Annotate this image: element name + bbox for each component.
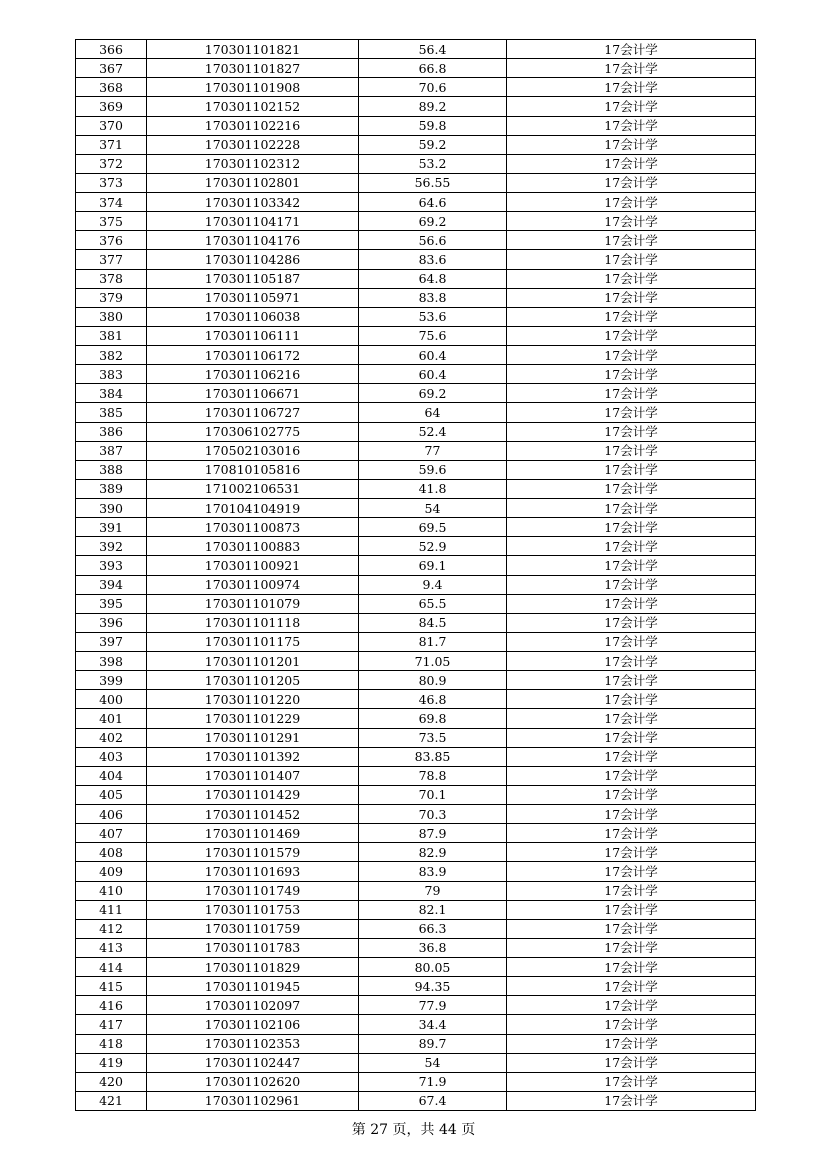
table-row <box>76 499 756 518</box>
major-cell: 17会计学 <box>507 518 756 537</box>
score-cell: 66.3 <box>359 919 507 938</box>
student-id-cell: 170301101753 <box>147 900 359 919</box>
student-id-cell: 170301101827 <box>147 59 359 78</box>
student-id-cell: 170301102106 <box>147 1015 359 1034</box>
score-cell: 70.6 <box>359 78 507 97</box>
student-id-cell: 170301105971 <box>147 288 359 307</box>
row-number-cell: 406 <box>76 805 147 824</box>
row-number-cell: 368 <box>76 78 147 97</box>
row-number-cell: 380 <box>76 307 147 326</box>
row-number-cell: 405 <box>76 785 147 804</box>
row-number-cell: 375 <box>76 212 147 231</box>
table-row <box>76 460 756 479</box>
row-number-cell: 390 <box>76 499 147 518</box>
student-id-cell: 170301101908 <box>147 78 359 97</box>
student-id-cell: 170301106216 <box>147 365 359 384</box>
row-number-cell: 412 <box>76 919 147 938</box>
major-cell: 17会计学 <box>507 709 756 728</box>
major-cell: 17会计学 <box>507 785 756 804</box>
score-cell: 59.6 <box>359 460 507 479</box>
major-cell: 17会计学 <box>507 632 756 651</box>
major-cell: 17会计学 <box>507 652 756 671</box>
row-number-cell: 414 <box>76 958 147 977</box>
student-id-cell: 170301106111 <box>147 326 359 345</box>
row-number-cell: 397 <box>76 632 147 651</box>
major-cell: 17会计学 <box>507 575 756 594</box>
row-number-cell: 417 <box>76 1015 147 1034</box>
student-id-cell: 170301102152 <box>147 97 359 116</box>
table-row <box>76 556 756 575</box>
table-row <box>76 59 756 78</box>
row-number-cell: 381 <box>76 326 147 345</box>
major-cell: 17会计学 <box>507 843 756 862</box>
major-cell: 17会计学 <box>507 403 756 422</box>
table-row <box>76 958 756 977</box>
major-cell: 17会计学 <box>507 116 756 135</box>
score-cell: 69.1 <box>359 556 507 575</box>
score-cell: 82.1 <box>359 900 507 919</box>
row-number-cell: 418 <box>76 1034 147 1053</box>
table-row <box>76 613 756 632</box>
score-cell: 60.4 <box>359 346 507 365</box>
student-id-cell: 170301102447 <box>147 1053 359 1072</box>
major-cell: 17会计学 <box>507 422 756 441</box>
student-id-cell: 170301103342 <box>147 193 359 212</box>
row-number-cell: 379 <box>76 288 147 307</box>
table-row <box>76 326 756 345</box>
major-cell: 17会计学 <box>507 1053 756 1072</box>
row-number-cell: 386 <box>76 422 147 441</box>
score-cell: 79 <box>359 881 507 900</box>
student-id-cell: 170301106038 <box>147 307 359 326</box>
score-cell: 83.6 <box>359 250 507 269</box>
major-cell: 17会计学 <box>507 231 756 250</box>
score-cell: 70.1 <box>359 785 507 804</box>
table-row <box>76 575 756 594</box>
row-number-cell: 389 <box>76 479 147 498</box>
table-row <box>76 632 756 651</box>
score-cell: 77.9 <box>359 996 507 1015</box>
row-number-cell: 383 <box>76 365 147 384</box>
row-number-cell: 367 <box>76 59 147 78</box>
student-id-cell: 170301100873 <box>147 518 359 537</box>
row-number-cell: 373 <box>76 173 147 192</box>
row-number-cell: 391 <box>76 518 147 537</box>
major-cell: 17会计学 <box>507 288 756 307</box>
score-cell: 94.35 <box>359 977 507 996</box>
row-number-cell: 385 <box>76 403 147 422</box>
student-id-cell: 170301102353 <box>147 1034 359 1053</box>
table-row <box>76 173 756 192</box>
student-id-cell: 170301102312 <box>147 154 359 173</box>
score-cell: 69.2 <box>359 212 507 231</box>
table-row <box>76 766 756 785</box>
score-cell: 36.8 <box>359 938 507 957</box>
score-cell: 60.4 <box>359 365 507 384</box>
student-id-cell: 170301101469 <box>147 824 359 843</box>
major-cell: 17会计学 <box>507 384 756 403</box>
table-row <box>76 479 756 498</box>
score-cell: 78.8 <box>359 766 507 785</box>
student-id-cell: 170301100921 <box>147 556 359 575</box>
table-row <box>76 231 756 250</box>
major-cell: 17会计学 <box>507 556 756 575</box>
student-id-cell: 170301104171 <box>147 212 359 231</box>
major-cell: 17会计学 <box>507 441 756 460</box>
score-cell: 56.6 <box>359 231 507 250</box>
student-id-cell: 170301101205 <box>147 671 359 690</box>
table-row <box>76 97 756 116</box>
student-id-cell: 171002106531 <box>147 479 359 498</box>
row-number-cell: 382 <box>76 346 147 365</box>
score-cell: 89.2 <box>359 97 507 116</box>
major-cell: 17会计学 <box>507 613 756 632</box>
student-id-cell: 170301101175 <box>147 632 359 651</box>
score-cell: 83.9 <box>359 862 507 881</box>
score-cell: 69.5 <box>359 518 507 537</box>
student-id-cell: 170301101749 <box>147 881 359 900</box>
student-id-cell: 170301106727 <box>147 403 359 422</box>
table-row <box>76 938 756 957</box>
student-id-cell: 170301104176 <box>147 231 359 250</box>
student-id-cell: 170301101220 <box>147 690 359 709</box>
score-cell: 82.9 <box>359 843 507 862</box>
student-id-cell: 170301101291 <box>147 728 359 747</box>
row-number-cell: 396 <box>76 613 147 632</box>
score-cell: 52.9 <box>359 537 507 556</box>
major-cell: 17会计学 <box>507 193 756 212</box>
score-cell: 87.9 <box>359 824 507 843</box>
major-cell: 17会计学 <box>507 173 756 192</box>
major-cell: 17会计学 <box>507 326 756 345</box>
student-id-cell: 170301101201 <box>147 652 359 671</box>
table-row <box>76 843 756 862</box>
score-cell: 83.85 <box>359 747 507 766</box>
score-cell: 56.55 <box>359 173 507 192</box>
major-cell: 17会计学 <box>507 250 756 269</box>
table-row <box>76 288 756 307</box>
student-id-cell: 170306102775 <box>147 422 359 441</box>
table-row <box>76 785 756 804</box>
major-cell: 17会计学 <box>507 824 756 843</box>
major-cell: 17会计学 <box>507 671 756 690</box>
row-number-cell: 393 <box>76 556 147 575</box>
student-id-cell: 170502103016 <box>147 441 359 460</box>
score-cell: 71.05 <box>359 652 507 671</box>
student-id-cell: 170301105187 <box>147 269 359 288</box>
score-table <box>75 39 756 1111</box>
major-cell: 17会计学 <box>507 900 756 919</box>
major-cell: 17会计学 <box>507 881 756 900</box>
major-cell: 17会计学 <box>507 958 756 977</box>
table-row <box>76 154 756 173</box>
score-cell: 81.7 <box>359 632 507 651</box>
score-cell: 70.3 <box>359 805 507 824</box>
row-number-cell: 377 <box>76 250 147 269</box>
score-cell: 34.4 <box>359 1015 507 1034</box>
student-id-cell: 170301101821 <box>147 40 359 59</box>
major-cell: 17会计学 <box>507 766 756 785</box>
table-row <box>76 116 756 135</box>
major-cell: 17会计学 <box>507 307 756 326</box>
student-id-cell: 170301101079 <box>147 594 359 613</box>
row-number-cell: 369 <box>76 97 147 116</box>
table-row <box>76 690 756 709</box>
student-id-cell: 170301101407 <box>147 766 359 785</box>
score-cell: 69.2 <box>359 384 507 403</box>
student-id-cell: 170301102097 <box>147 996 359 1015</box>
table-row <box>76 805 756 824</box>
row-number-cell: 376 <box>76 231 147 250</box>
row-number-cell: 411 <box>76 900 147 919</box>
major-cell: 17会计学 <box>507 1091 756 1110</box>
student-id-cell: 170104104919 <box>147 499 359 518</box>
major-cell: 17会计学 <box>507 1072 756 1091</box>
table-row <box>76 135 756 154</box>
table-row <box>76 250 756 269</box>
student-id-cell: 170301106172 <box>147 346 359 365</box>
row-number-cell: 409 <box>76 862 147 881</box>
table-row <box>76 862 756 881</box>
student-id-cell: 170301101945 <box>147 977 359 996</box>
major-cell: 17会计学 <box>507 154 756 173</box>
table-row <box>76 996 756 1015</box>
major-cell: 17会计学 <box>507 59 756 78</box>
row-number-cell: 372 <box>76 154 147 173</box>
major-cell: 17会计学 <box>507 135 756 154</box>
table-row <box>76 1053 756 1072</box>
row-number-cell: 402 <box>76 728 147 747</box>
row-number-cell: 410 <box>76 881 147 900</box>
student-id-cell: 170301100883 <box>147 537 359 556</box>
row-number-cell: 395 <box>76 594 147 613</box>
major-cell: 17会计学 <box>507 212 756 231</box>
score-cell: 53.2 <box>359 154 507 173</box>
table-row <box>76 824 756 843</box>
row-number-cell: 415 <box>76 977 147 996</box>
student-id-cell: 170301101759 <box>147 919 359 938</box>
table-row <box>76 384 756 403</box>
table-row <box>76 78 756 97</box>
score-cell: 54 <box>359 1053 507 1072</box>
major-cell: 17会计学 <box>507 690 756 709</box>
row-number-cell: 420 <box>76 1072 147 1091</box>
score-cell: 59.2 <box>359 135 507 154</box>
table-row <box>76 1015 756 1034</box>
table-row <box>76 709 756 728</box>
major-cell: 17会计学 <box>507 977 756 996</box>
row-number-cell: 401 <box>76 709 147 728</box>
table-row <box>76 1091 756 1110</box>
row-number-cell: 384 <box>76 384 147 403</box>
row-number-cell: 388 <box>76 460 147 479</box>
major-cell: 17会计学 <box>507 747 756 766</box>
score-cell: 56.4 <box>359 40 507 59</box>
major-cell: 17会计学 <box>507 537 756 556</box>
table-row <box>76 671 756 690</box>
row-number-cell: 378 <box>76 269 147 288</box>
student-id-cell: 170301101693 <box>147 862 359 881</box>
score-cell: 69.8 <box>359 709 507 728</box>
table-row <box>76 365 756 384</box>
row-number-cell: 392 <box>76 537 147 556</box>
score-cell: 59.8 <box>359 116 507 135</box>
table-row <box>76 307 756 326</box>
table-row <box>76 977 756 996</box>
row-number-cell: 416 <box>76 996 147 1015</box>
major-cell: 17会计学 <box>507 97 756 116</box>
score-cell: 80.9 <box>359 671 507 690</box>
score-cell: 71.9 <box>359 1072 507 1091</box>
score-cell: 84.5 <box>359 613 507 632</box>
score-cell: 89.7 <box>359 1034 507 1053</box>
table-row <box>76 403 756 422</box>
student-id-cell: 170301102801 <box>147 173 359 192</box>
table-row <box>76 747 756 766</box>
table-row <box>76 1072 756 1091</box>
row-number-cell: 407 <box>76 824 147 843</box>
score-cell: 9.4 <box>359 575 507 594</box>
score-cell: 64 <box>359 403 507 422</box>
table-row <box>76 212 756 231</box>
table-row <box>76 422 756 441</box>
table-row <box>76 594 756 613</box>
row-number-cell: 400 <box>76 690 147 709</box>
major-cell: 17会计学 <box>507 269 756 288</box>
major-cell: 17会计学 <box>507 499 756 518</box>
score-cell: 41.8 <box>359 479 507 498</box>
score-cell: 67.4 <box>359 1091 507 1110</box>
student-id-cell: 170810105816 <box>147 460 359 479</box>
major-cell: 17会计学 <box>507 805 756 824</box>
major-cell: 17会计学 <box>507 919 756 938</box>
score-cell: 83.8 <box>359 288 507 307</box>
score-cell: 52.4 <box>359 422 507 441</box>
student-id-cell: 170301102228 <box>147 135 359 154</box>
table-row <box>76 652 756 671</box>
student-id-cell: 170301101392 <box>147 747 359 766</box>
major-cell: 17会计学 <box>507 346 756 365</box>
major-cell: 17会计学 <box>507 938 756 957</box>
student-id-cell: 170301101229 <box>147 709 359 728</box>
score-cell: 64.8 <box>359 269 507 288</box>
student-id-cell: 170301101429 <box>147 785 359 804</box>
student-id-cell: 170301100974 <box>147 575 359 594</box>
table-row <box>76 441 756 460</box>
major-cell: 17会计学 <box>507 78 756 97</box>
table-body <box>76 40 756 1111</box>
major-cell: 17会计学 <box>507 40 756 59</box>
student-id-cell: 170301101452 <box>147 805 359 824</box>
table-row <box>76 919 756 938</box>
student-id-cell: 170301101118 <box>147 613 359 632</box>
score-cell: 73.5 <box>359 728 507 747</box>
table-row <box>76 728 756 747</box>
table-row <box>76 518 756 537</box>
row-number-cell: 374 <box>76 193 147 212</box>
student-id-cell: 170301102620 <box>147 1072 359 1091</box>
score-cell: 53.6 <box>359 307 507 326</box>
row-number-cell: 408 <box>76 843 147 862</box>
major-cell: 17会计学 <box>507 594 756 613</box>
score-cell: 64.6 <box>359 193 507 212</box>
row-number-cell: 398 <box>76 652 147 671</box>
major-cell: 17会计学 <box>507 1015 756 1034</box>
table-row <box>76 881 756 900</box>
table-row <box>76 40 756 59</box>
student-id-cell: 170301104286 <box>147 250 359 269</box>
student-id-cell: 170301102216 <box>147 116 359 135</box>
score-cell: 54 <box>359 499 507 518</box>
row-number-cell: 413 <box>76 938 147 957</box>
row-number-cell: 366 <box>76 40 147 59</box>
table-row <box>76 346 756 365</box>
table-row <box>76 1034 756 1053</box>
row-number-cell: 387 <box>76 441 147 460</box>
row-number-cell: 421 <box>76 1091 147 1110</box>
student-id-cell: 170301101783 <box>147 938 359 957</box>
row-number-cell: 399 <box>76 671 147 690</box>
row-number-cell: 403 <box>76 747 147 766</box>
major-cell: 17会计学 <box>507 862 756 881</box>
row-number-cell: 404 <box>76 766 147 785</box>
table-row <box>76 537 756 556</box>
score-cell: 66.8 <box>359 59 507 78</box>
score-cell: 65.5 <box>359 594 507 613</box>
score-cell: 77 <box>359 441 507 460</box>
row-number-cell: 371 <box>76 135 147 154</box>
major-cell: 17会计学 <box>507 728 756 747</box>
row-number-cell: 394 <box>76 575 147 594</box>
major-cell: 17会计学 <box>507 460 756 479</box>
page-footer: 第 27 页，共 44 页 <box>351 1122 476 1138</box>
table-row <box>76 269 756 288</box>
major-cell: 17会计学 <box>507 365 756 384</box>
major-cell: 17会计学 <box>507 996 756 1015</box>
table-row <box>76 900 756 919</box>
score-cell: 80.05 <box>359 958 507 977</box>
row-number-cell: 370 <box>76 116 147 135</box>
table-row <box>76 193 756 212</box>
score-cell: 75.6 <box>359 326 507 345</box>
score-cell: 46.8 <box>359 690 507 709</box>
row-number-cell: 419 <box>76 1053 147 1072</box>
student-id-cell: 170301101579 <box>147 843 359 862</box>
student-id-cell: 170301101829 <box>147 958 359 977</box>
major-cell: 17会计学 <box>507 479 756 498</box>
student-id-cell: 170301102961 <box>147 1091 359 1110</box>
major-cell: 17会计学 <box>507 1034 756 1053</box>
student-id-cell: 170301106671 <box>147 384 359 403</box>
